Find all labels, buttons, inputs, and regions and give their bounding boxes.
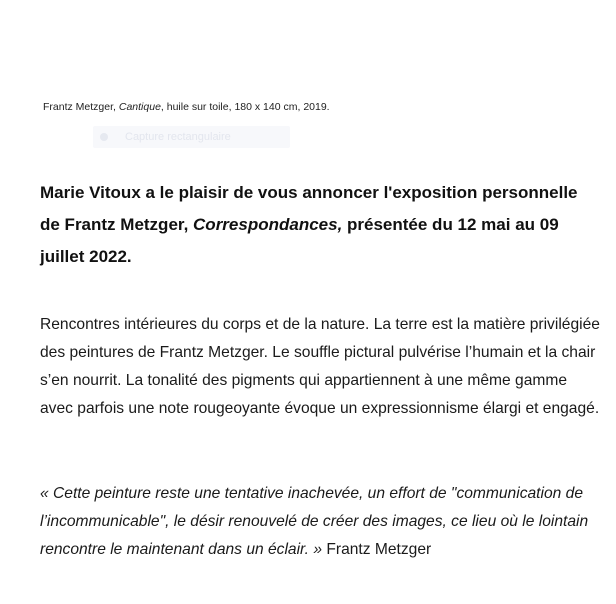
caption-details: , huile sur toile, 180 x 140 cm, 2019. — [160, 101, 330, 113]
artwork-caption — [43, 101, 330, 114]
announcement-intro: Marie Vitoux a le plaisir de vous annoncer l'exposition personnelle de Frantz Metzger, — [40, 183, 578, 234]
caption-artwork-title: Cantique — [118, 101, 161, 113]
capture-icon — [100, 133, 108, 141]
description-paragraph: Rencontres intérieures du corps et de la nature. La terre est la matière privilégiée des peintures de Frantz Metzger. Le souffle pictural pulvérise l’humain et la chair s’en nourrit. La tonalité des pigments qui appartiennent à une même gamme avec parfois une note rougeoyante évoque un expressionnisme élargi et engagé. — [40, 316, 600, 417]
announcement-dates: présentée du 12 mai au 09 juillet 2022. — [40, 215, 559, 266]
exhibition-title: Correspondances, — [193, 215, 343, 234]
exhibition-announcement — [40, 177, 600, 273]
caption-separator: , — [113, 101, 119, 113]
caption-artist: Frantz Metzger — [43, 101, 114, 113]
capture-tooltip-label: Capture rectangulaire — [125, 131, 231, 143]
capture-tooltip — [93, 126, 290, 148]
quote-author: Frantz Metzger — [322, 541, 432, 558]
quote-text: « Cette peinture reste une tentative inachevée, un effort de "communication de l’incommunicable", le désir renouvelé de créer des images, ce lieu où le lointain rencontre le maintenant dans un éclair. » — [40, 485, 589, 558]
artist-quote — [40, 480, 610, 564]
